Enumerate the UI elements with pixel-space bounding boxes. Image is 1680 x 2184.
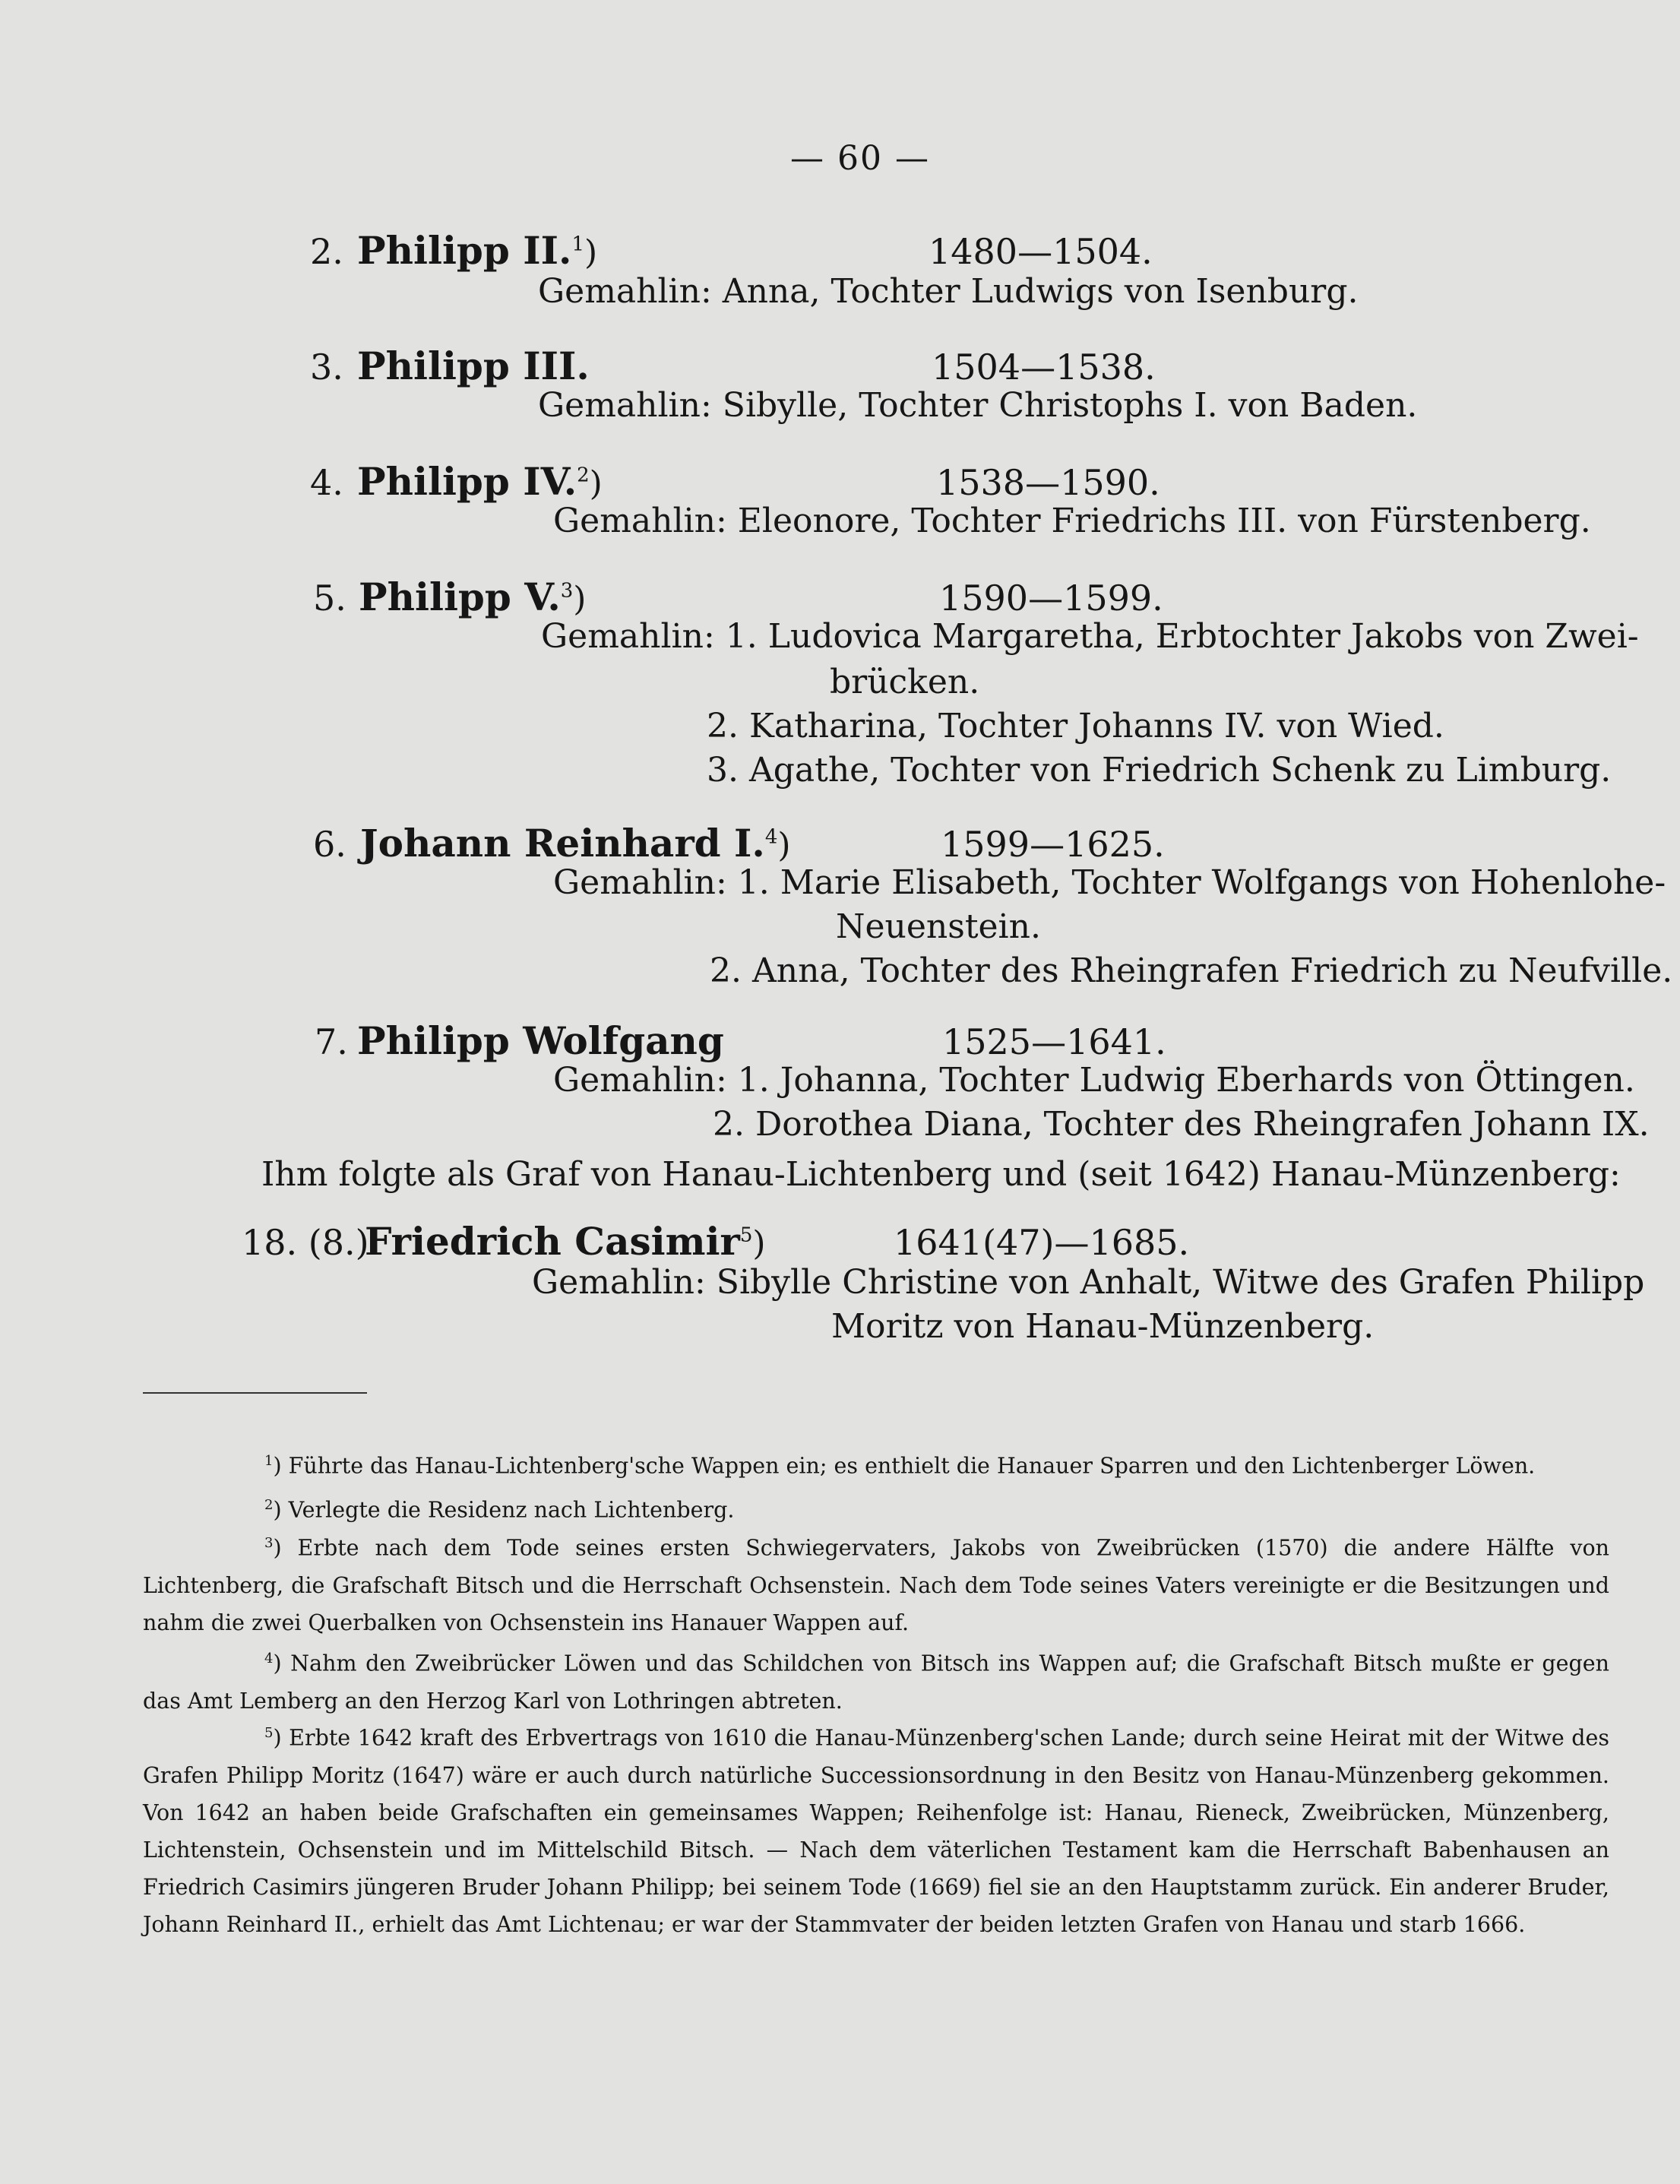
spouse-line: Gemahlin: 1. Johanna, Tochter Ludwig Eberhards von Öttingen. [553,1061,1635,1100]
reign-years: 1504—1538. [932,347,1156,388]
spouse-line: 2. Anna, Tochter des Rheingrafen Friedrich zu Neufville. [710,951,1673,990]
footnote-mark: 1 [264,1453,274,1469]
spouse-line: 2. Dorothea Diana, Tochter des Rheingrafen Johann IX. [713,1105,1650,1144]
footnote-mark: 2 [264,1497,274,1513]
spouse-line: Gemahlin: Sibylle, Tochter Christophs I. von Baden. [538,386,1418,425]
entry-number: 3. [310,347,343,388]
entry-number: 4. [310,462,343,503]
footnote-ref: 2 [577,464,590,487]
footnote-divider [143,1392,367,1394]
reign-years: 1538—1590. [936,462,1160,503]
spouse-line: Moritz von Hanau-Münzenberg. [831,1307,1375,1346]
footnote-mark: 5 [264,1725,274,1741]
footnote: $^1$) Führte das Hanau-Lichtenberg'sche Wappen ein; es enthielt die Hanauer Sparren und den Lichtenberger Löwen. [264,1453,1536,1479]
genealogy-entry [0,1217,1680,1346]
reign-years: 1641(47)—1685. [894,1222,1190,1263]
genealogy-entry [0,226,1680,311]
reign-years: 1525—1641. [942,1021,1166,1062]
entry-number: 7. [315,1021,348,1062]
genealogy-entry [0,342,1680,425]
entry-number: 18. (8.) [242,1222,369,1263]
spouse-line: brücken. [830,663,980,701]
reign-years: 1590—1599. [939,578,1163,619]
ruler-name: Philipp IV.$^2$) [357,459,603,504]
footnote-ref: 4 [764,825,778,849]
spouse-label: Gemahlin: [553,502,727,540]
spouse-label: Gemahlin: [532,1263,706,1302]
ruler-name: Johann Reinhard I.$^4$) [360,821,791,866]
footnote-text: Nahm den Zweibrücker Löwen und das Schildchen von Bitsch ins Wappen auf; die Grafschaft Bitsch mußte er gegen das Amt Lemberg an den Herzog Karl von Lothringen abtreten. [143,1651,1609,1714]
spouse-line: Gemahlin: Eleonore, Tochter Friedrichs III. von Fürstenberg. [553,502,1591,540]
footnote: $^2$) Verlegte die Residenz nach Lichtenberg. [264,1497,735,1523]
genealogy-entry [0,819,1680,990]
spouse-label: Gemahlin: [538,386,712,425]
page-number: — 60 — [790,139,930,178]
reign-years: 1599—1625. [941,824,1165,865]
reign-years: 1480—1504. [929,231,1153,272]
footnote: $^4$) Nahm den Zweibrücker Löwen und das Schildchen von Bitsch ins Wappen auf; die Grafschaft Bitsch mußte er gegen das Amt Lemberg an den Herzog Karl von Lothringen abtreten. [143,1651,1609,1714]
entry-number: 2. [310,231,343,272]
footnote-ref: 3 [560,579,574,603]
footnote-ref: 5 [739,1223,753,1247]
spouse-line: Gemahlin: 1. Marie Elisabeth, Tochter Wolfgangs von Hohenlohe- [553,863,1666,902]
spouse-line: Neuenstein. [836,907,1041,946]
spouse-label: Gemahlin: [553,1061,727,1100]
genealogy-entry [0,457,1680,540]
spouse-label: Gemahlin: [553,863,727,902]
footnote-ref: 1 [571,233,584,256]
footnote-mark: 3 [264,1535,274,1551]
ruler-name: Philipp V.$^3$) [359,574,587,619]
ruler-name: Philipp III. [357,343,590,388]
spouse-line: Gemahlin: Sibylle Christine von Anhalt, Witwe des Grafen Philipp [532,1263,1645,1302]
spouse-label: Gemahlin: [538,272,712,311]
footnote: $^3$) Erbte nach dem Tode seines ersten Schwiegervaters, Jakobs von Zweibrücken (1570) die andere Hälfte von Lichtenberg, die Grafschaft Bitsch und die Herrschaft Ochsenstein. Nach dem Tode seines Vaters vereinigte er die Besitzungen und nahm die zwei Querbalken von Ochsenstein ins Hanauer Wappen auf. [143,1535,1609,1635]
footnote-text: Erbte 1642 kraft des Erbvertrags von 1610 die Hanau-Münzenberg'schen Lande; durch seine Heirat mit der Witwe des Grafen Philipp Moritz (1647) wäre er auch durch natürliche Successionsordnung in den Besitz von Hanau-Münzenberg gekommen. Von 1642 an haben beide Grafschaften ein gemeinsames Wappen; Reihenfolge ist: Hanau, Rieneck, Zweibrücken, Münzenberg, Lichtenstein, Ochsenstein und im Mittelschild Bitsch. — Nach dem väterlichen Testament kam die Herrschaft Babenhausen an Friedrich Casimirs jüngeren Bruder Johann Philipp; bei seinem Tode (1669) fiel sie an den Hauptstamm zurück. Ein anderer Bruder, Johann Reinhard II., erhielt das Amt Lichtenau; er war der Stammvater der beiden letzten Grafen von Hanau und starb 1666. [143,1725,1609,1937]
entry-number: 5. [313,578,346,619]
footnote: $^5$) Erbte 1642 kraft des Erbvertrags von 1610 die Hanau-Münzenberg'schen Lande; durch seine Heirat mit der Witwe des Grafen Philipp Moritz (1647) wäre er auch durch natürliche Successionsordnung in den Besitz von Hanau-Münzenberg gekommen. Von 1642 an haben beide Grafschaften ein gemeinsames Wappen; Reihenfolge ist: Hanau, Rieneck, Zweibrücken, Münzenberg, Lichtenstein, Ochsenstein und im Mittelschild Bitsch. — Nach dem väterlichen Testament kam die Herrschaft Babenhausen an Friedrich Casimirs jüngeren Bruder Johann Philipp; bei seinem Tode (1669) fiel sie an den Hauptstamm zurück. Ein anderer Bruder, Johann Reinhard II., erhielt das Amt Lichtenau; er war der Stammvater der beiden letzten Grafen von Hanau und starb 1666. [143,1725,1609,1937]
footnote-text: Verlegte die Residenz nach Lichtenberg. [288,1497,735,1523]
succession-note: Ihm folgte als Graf von Hanau-Lichtenberg und (seit 1642) Hanau-Münzenberg: [261,1155,1621,1194]
spouse-label: Gemahlin: [541,617,715,656]
footnote-mark: 4 [264,1651,274,1666]
spouse-line: Gemahlin: Anna, Tochter Ludwigs von Isenburg. [538,272,1359,311]
footnote-text: Erbte nach dem Tode seines ersten Schwiegervaters, Jakobs von Zweibrücken (1570) die andere Hälfte von Lichtenberg, die Grafschaft Bitsch und die Herrschaft Ochsenstein. Nach dem Tode seines Vaters vereinigte er die Besitzungen und nahm die zwei Querbalken von Ochsenstein ins Hanauer Wappen auf. [143,1535,1609,1635]
spouse-line: 3. Agathe, Tochter von Friedrich Schenk zu Limburg. [707,751,1612,790]
ruler-name: Friedrich Casimir$^5$) [365,1219,766,1264]
genealogy-entry [0,1017,1680,1144]
ruler-name: Philipp Wolfgang [357,1018,724,1063]
entry-number: 6. [313,824,346,865]
genealogy-entry [0,573,1680,790]
spouse-line: 2. Katharina, Tochter Johanns IV. von Wied. [707,707,1444,745]
footnote-text: Führte das Hanau-Lichtenberg'sche Wappen ein; es enthielt die Hanauer Sparren und den Lichtenberger Löwen. [288,1453,1536,1479]
spouse-line: Gemahlin: 1. Ludovica Margaretha, Erbtochter Jakobs von Zwei- [541,617,1639,656]
ruler-name: Philipp II.$^1$) [357,228,598,273]
